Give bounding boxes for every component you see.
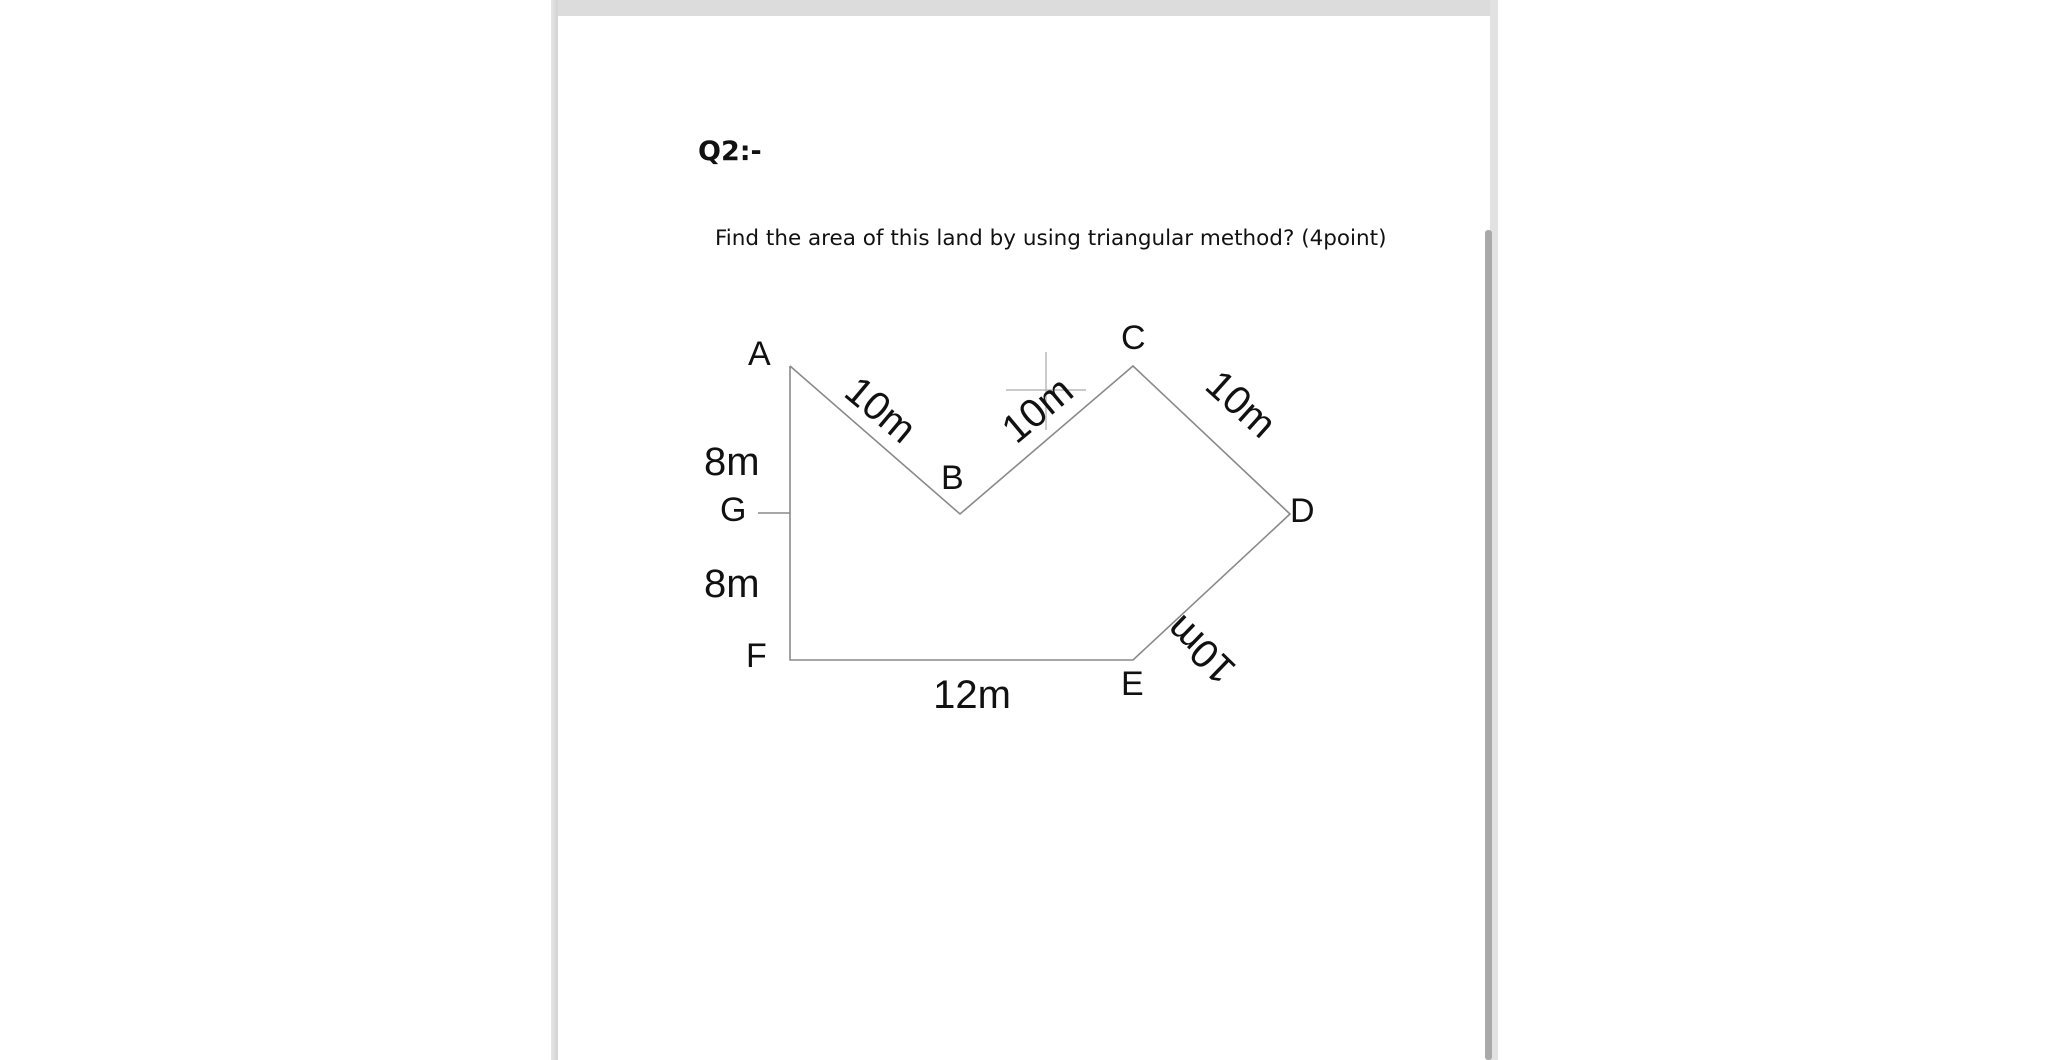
- dimension-label-ef: 12m: [933, 673, 1011, 717]
- dimension-label-ag: 8m: [704, 440, 760, 484]
- dimension-label-ab: 10m: [836, 368, 925, 452]
- question-text: Find the area of this land by using triangular method? (4point): [715, 226, 1387, 251]
- vertex-label-b: B: [941, 459, 964, 497]
- vertex-label-a: A: [748, 335, 771, 373]
- vertex-label-g: G: [720, 491, 747, 529]
- dimension-label-cd: 10m: [1197, 361, 1285, 447]
- vertex-label-c: C: [1121, 319, 1146, 357]
- question-number: Q2:-: [698, 136, 762, 167]
- dimension-label-gf: 8m: [704, 562, 760, 606]
- dimension-label-de: 10m: [1157, 606, 1245, 693]
- vertex-label-f: F: [746, 637, 767, 675]
- vertex-label-d: D: [1290, 492, 1315, 530]
- vertex-label-e: E: [1121, 665, 1144, 703]
- dimension-label-bc: 10m: [993, 368, 1082, 452]
